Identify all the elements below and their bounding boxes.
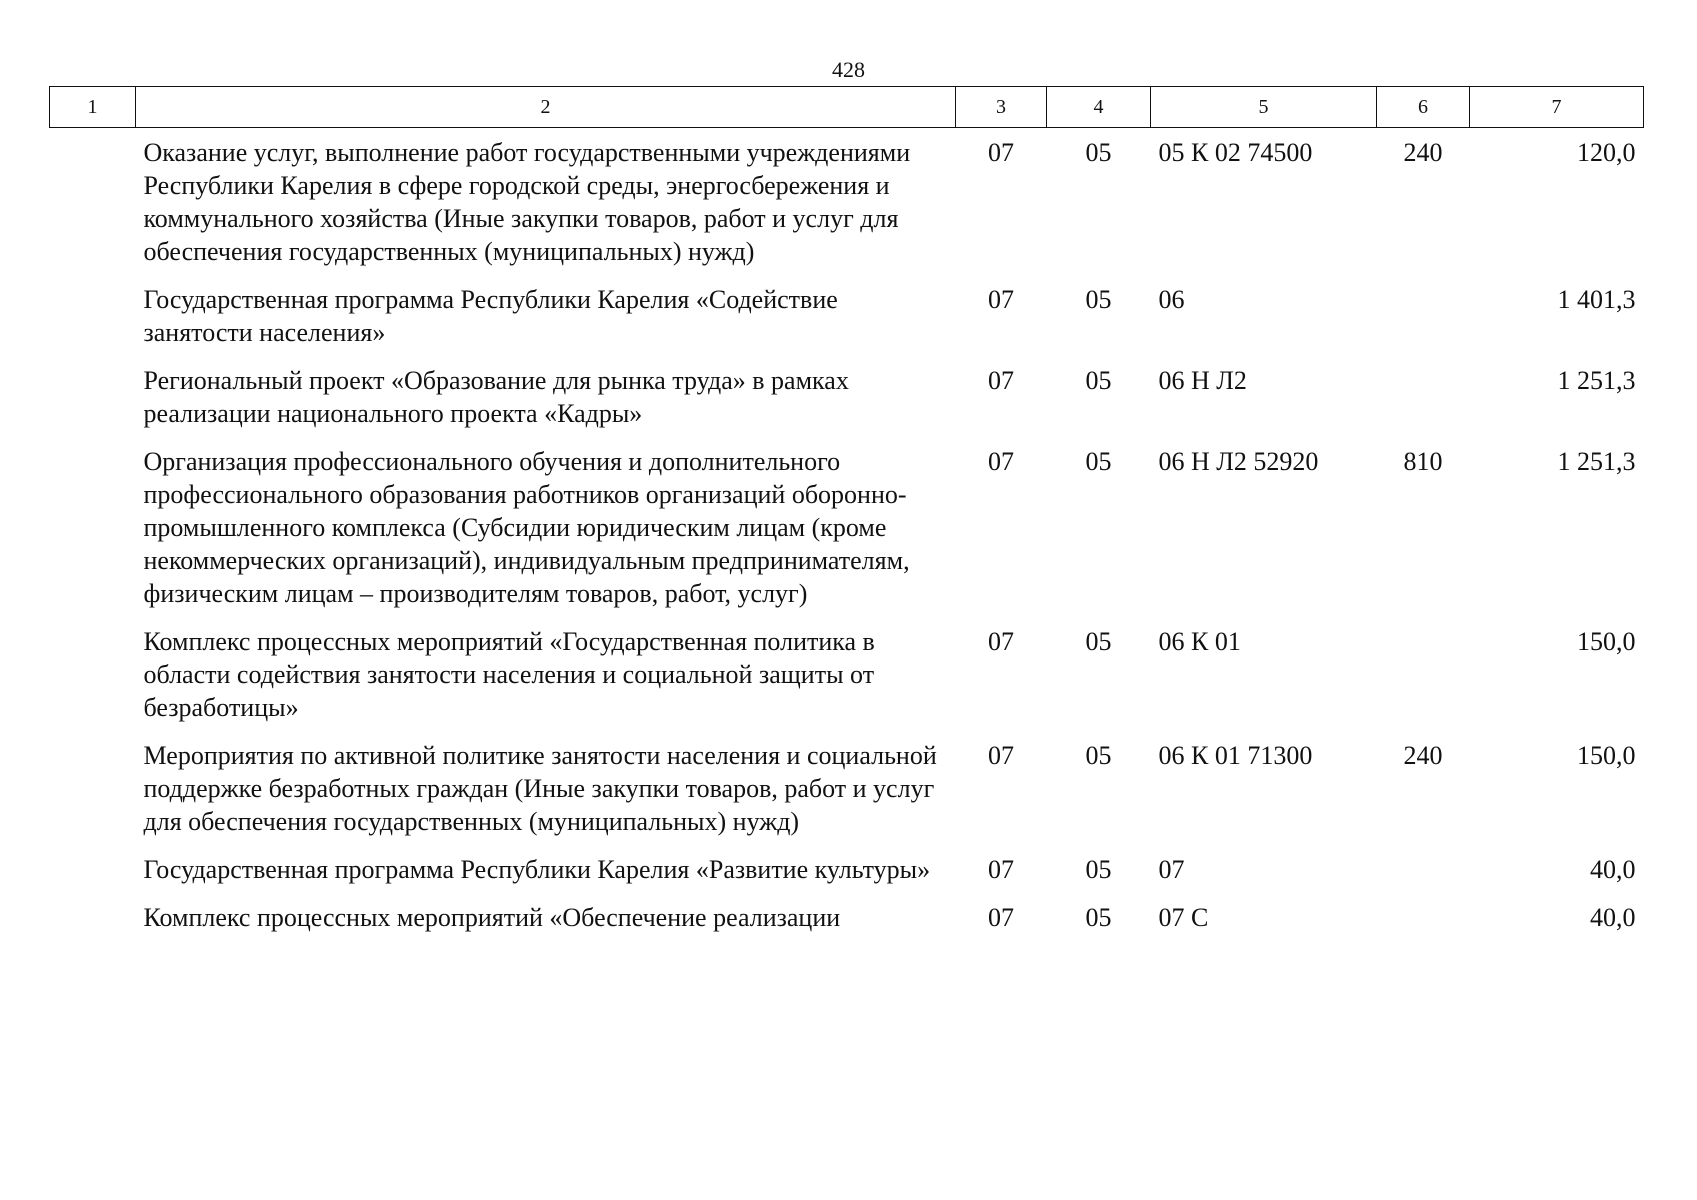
- row-expense-type: 240: [1403, 741, 1443, 770]
- column-header-2: 2: [136, 87, 956, 128]
- row-expense-type: [1377, 847, 1470, 895]
- row-section: 07: [988, 855, 1014, 884]
- row-amount: 1 401,3: [1557, 285, 1636, 314]
- row-target-code: 06 Н Л2: [1158, 366, 1247, 395]
- row-section: 07: [988, 285, 1014, 314]
- row-blank-cell: [50, 619, 136, 733]
- row-name: Государственная программа Республики Карелия «Содействие занятости населения»: [143, 285, 838, 347]
- row-section: 07: [988, 627, 1014, 656]
- row-section: 07: [988, 366, 1014, 395]
- column-header-3: 3: [956, 87, 1047, 128]
- row-section: 07: [988, 903, 1014, 932]
- row-name: Комплекс процессных мероприятий «Государственная политика в области содействия занятости населения и социальной защиты от безработицы»: [143, 627, 875, 722]
- row-expense-type: [1377, 619, 1470, 733]
- page-number: 428: [832, 57, 865, 82]
- row-subsection: 05: [1085, 366, 1112, 395]
- row-target-code: 07: [1158, 855, 1185, 884]
- row-blank-cell: [50, 847, 136, 895]
- row-target-code: 06: [1158, 285, 1185, 314]
- row-section: 07: [988, 741, 1014, 770]
- row-amount: 40,0: [1590, 903, 1636, 932]
- row-amount: 120,0: [1577, 138, 1636, 167]
- column-header-7: 7: [1470, 87, 1644, 128]
- row-target-code: 07 С: [1158, 903, 1209, 932]
- row-name: Организация профессионального обучения и дополнительного профессионального образования работников организаций оборонно-промышленного комплекса (Субсидии юридическим лицам (кроме некоммерческих организаций), индивидуальным предпринимателям, физическим лицам – производителям товаров, работ, услуг): [143, 447, 910, 608]
- row-subsection: 05: [1085, 855, 1112, 884]
- row-blank-cell: [50, 277, 136, 358]
- row-name: Региональный проект «Образование для рынка труда» в рамках реализации национального проекта «Кадры»: [143, 366, 849, 428]
- table-row: [50, 439, 1644, 619]
- row-target-code: 06 Н Л2 52920: [1158, 447, 1319, 476]
- row-expense-type: [1377, 358, 1470, 439]
- row-blank-cell: [50, 128, 136, 278]
- row-subsection: 05: [1085, 138, 1112, 167]
- row-blank-cell: [50, 358, 136, 439]
- row-blank-cell: [50, 439, 136, 619]
- row-expense-type: 810: [1403, 447, 1443, 476]
- row-expense-type: [1377, 895, 1470, 943]
- table-row: [50, 733, 1644, 847]
- budget-table: [49, 86, 1644, 943]
- table-row: [50, 277, 1644, 358]
- row-amount: 40,0: [1590, 855, 1636, 884]
- row-name: Комплекс процессных мероприятий «Обеспечение реализации: [143, 903, 841, 932]
- column-header-5: 5: [1151, 87, 1377, 128]
- row-subsection: 05: [1085, 627, 1112, 656]
- row-amount: 1 251,3: [1557, 366, 1636, 395]
- table-row: [50, 358, 1644, 439]
- row-subsection: 05: [1085, 285, 1112, 314]
- row-expense-type: 240: [1403, 138, 1443, 167]
- row-name: Оказание услуг, выполнение работ государственными учреждениями Республики Карелия в сфере городской среды, энергосбережения и коммунального хозяйства (Иные закупки товаров, работ и услуг для обеспечения государственных (муниципальных) нужд): [143, 138, 911, 266]
- column-header-4: 4: [1047, 87, 1151, 128]
- row-blank-cell: [50, 733, 136, 847]
- row-blank-cell: [50, 895, 136, 943]
- row-section: 07: [988, 447, 1014, 476]
- table-row: [50, 619, 1644, 733]
- row-name: Государственная программа Республики Карелия «Развитие культуры»: [143, 855, 931, 884]
- row-amount: 1 251,3: [1557, 447, 1636, 476]
- row-amount: 150,0: [1577, 741, 1636, 770]
- row-section: 07: [988, 138, 1014, 167]
- row-expense-type: [1377, 277, 1470, 358]
- row-target-code: 05 К 02 74500: [1158, 138, 1313, 167]
- column-header-1: 1: [50, 87, 136, 128]
- column-header-6: 6: [1377, 87, 1470, 128]
- row-target-code: 06 К 01 71300: [1158, 741, 1313, 770]
- row-name: Мероприятия по активной политике занятости населения и социальной поддержке безработных граждан (Иные закупки товаров, работ и услуг для обеспечения государственных (муниципальных) нужд): [143, 741, 937, 836]
- row-subsection: 05: [1085, 741, 1112, 770]
- row-subsection: 05: [1085, 903, 1112, 932]
- table-row: [50, 128, 1644, 278]
- table-row: [50, 895, 1644, 943]
- column-number-header-row: [50, 87, 1644, 128]
- row-target-code: 06 К 01: [1158, 627, 1241, 656]
- row-amount: 150,0: [1577, 627, 1636, 656]
- table-row: [50, 847, 1644, 895]
- row-subsection: 05: [1085, 447, 1112, 476]
